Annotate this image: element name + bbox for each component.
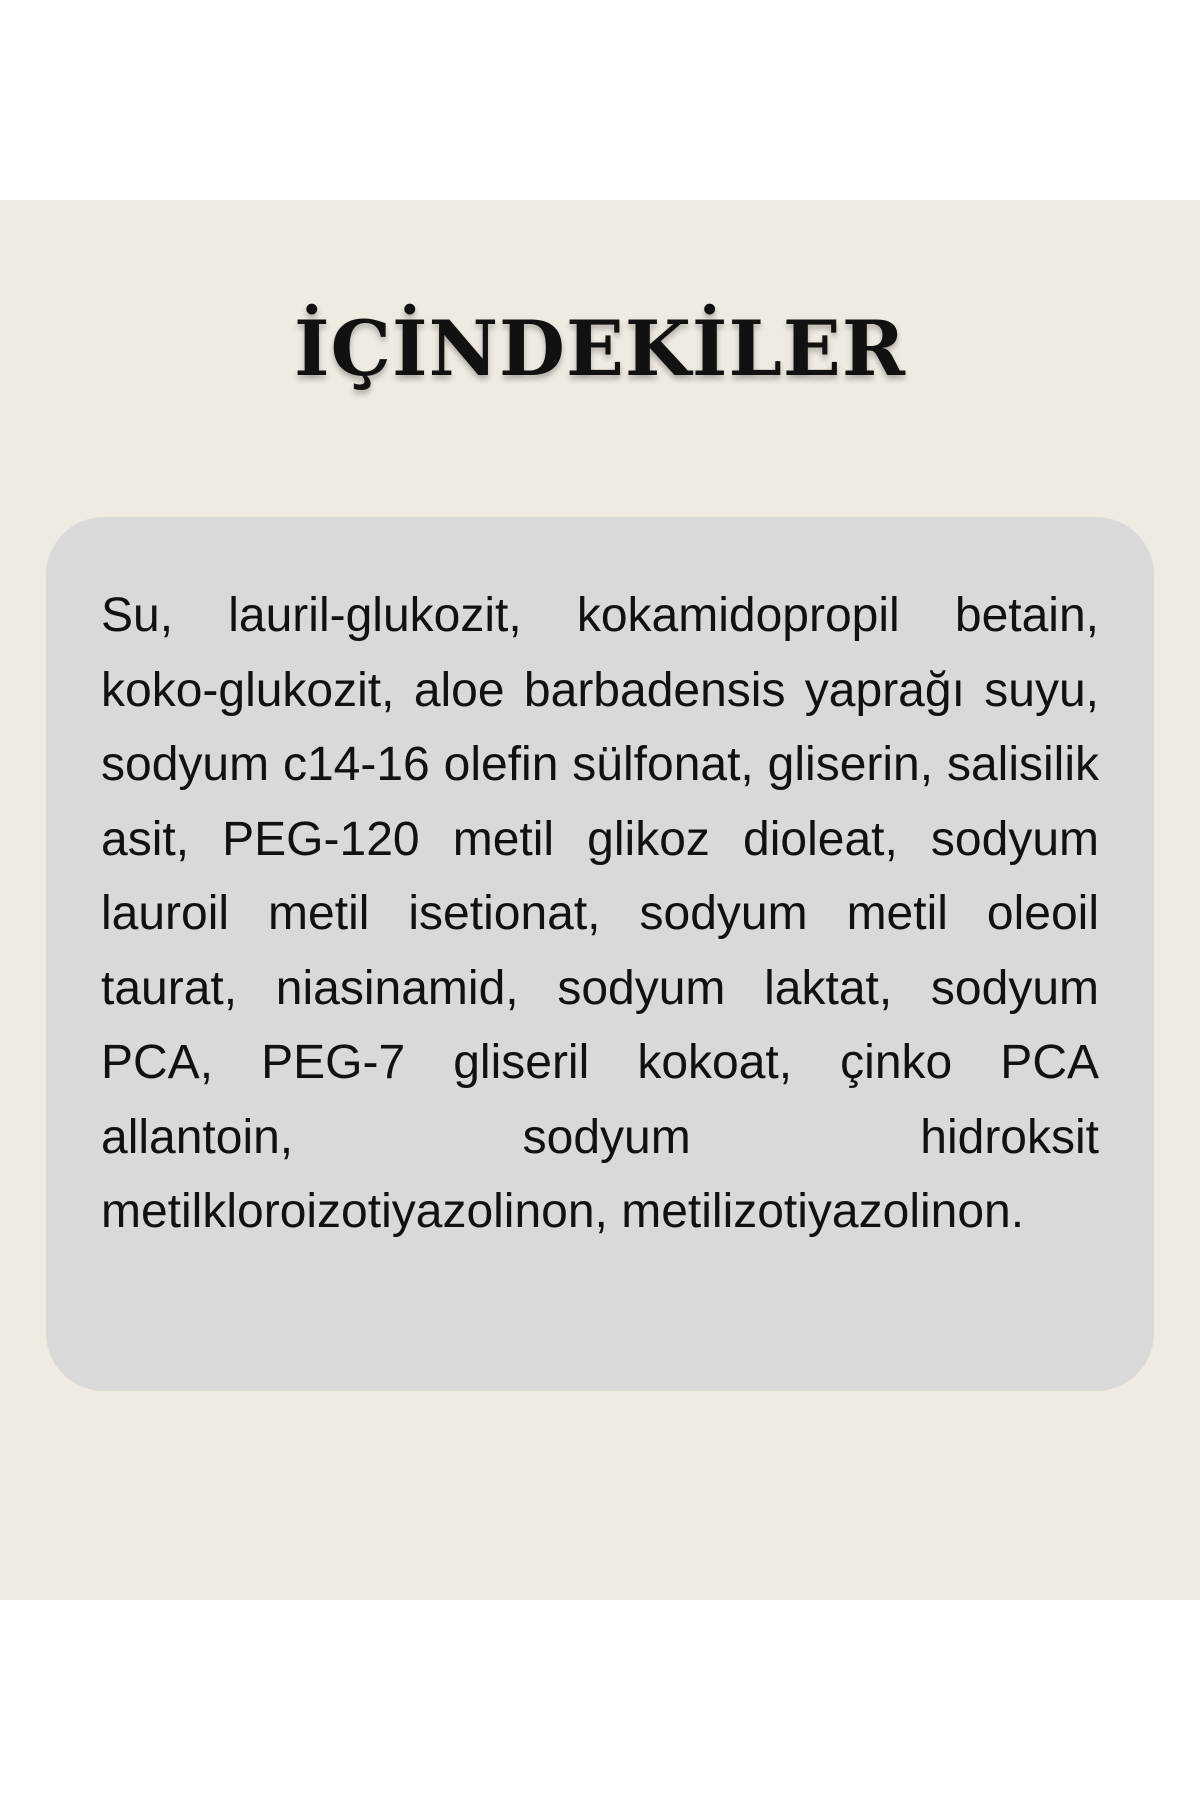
page-title: İÇİNDEKİLER — [293, 303, 907, 393]
ingredients-card — [46, 517, 1154, 1391]
ingredients-text: Su, lauril-glukozit, kokamidopropil betain, koko-glukozit, aloe barbadensis yaprağı suyu, sodyum c14-16 olefin sülfonat, gliserin, salisilik asit, PEG-120 metil glikoz dioleat, sodyum lauroil metil isetionat, sodyum metil oleoil taurat, niasinamid, sodyum laktat, sodyum PCA, PEG-7 gliseril kokoat, çinko PCA allantoin, sodyum hidroksit metilkloroizotiyazolinon, metilizotiyazolinon. — [101, 589, 1099, 1238]
